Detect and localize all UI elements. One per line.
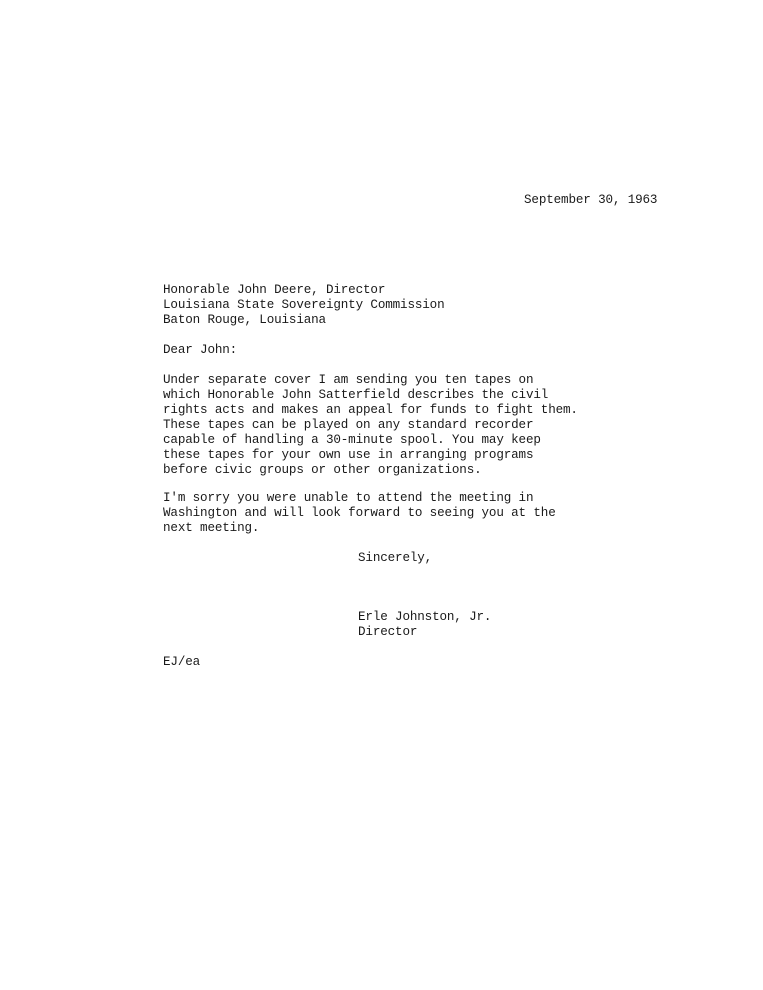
paragraph-line: before civic groups or other organizations.: [163, 463, 482, 477]
recipient-address: [163, 283, 445, 328]
signer-title: Director: [358, 625, 418, 639]
body-paragraph-2: [163, 491, 556, 536]
paragraph-line: Under separate cover I am sending you ten tapes on: [163, 373, 534, 387]
salutation: Dear John:: [163, 343, 238, 357]
signer-name: Erle Johnston, Jr.: [358, 610, 492, 624]
signature-block: [358, 610, 491, 640]
paragraph-line: which Honorable John Satterfield describes the civil: [163, 388, 549, 402]
paragraph-line: next meeting.: [163, 521, 260, 535]
paragraph-line: I'm sorry you were unable to attend the meeting in: [163, 491, 534, 505]
paragraph-line: capable of handling a 30-minute spool. You may keep: [163, 433, 541, 447]
paragraph-line: Washington and will look forward to seeing you at the: [163, 506, 556, 520]
paragraph-line: rights acts and makes an appeal for funds to fight them.: [163, 403, 578, 417]
paragraph-line: These tapes can be played on any standard recorder: [163, 418, 534, 432]
closing: Sincerely,: [358, 551, 433, 565]
body-paragraph-1: [163, 373, 578, 478]
address-line: Louisiana State Sovereignty Commission: [163, 298, 445, 312]
address-line: Honorable John Deere, Director: [163, 283, 386, 297]
address-line: Baton Rouge, Louisiana: [163, 313, 326, 327]
letter-date: September 30, 1963: [524, 193, 658, 207]
paragraph-line: these tapes for your own use in arranging programs: [163, 448, 534, 462]
typist-initials: EJ/ea: [163, 655, 201, 669]
